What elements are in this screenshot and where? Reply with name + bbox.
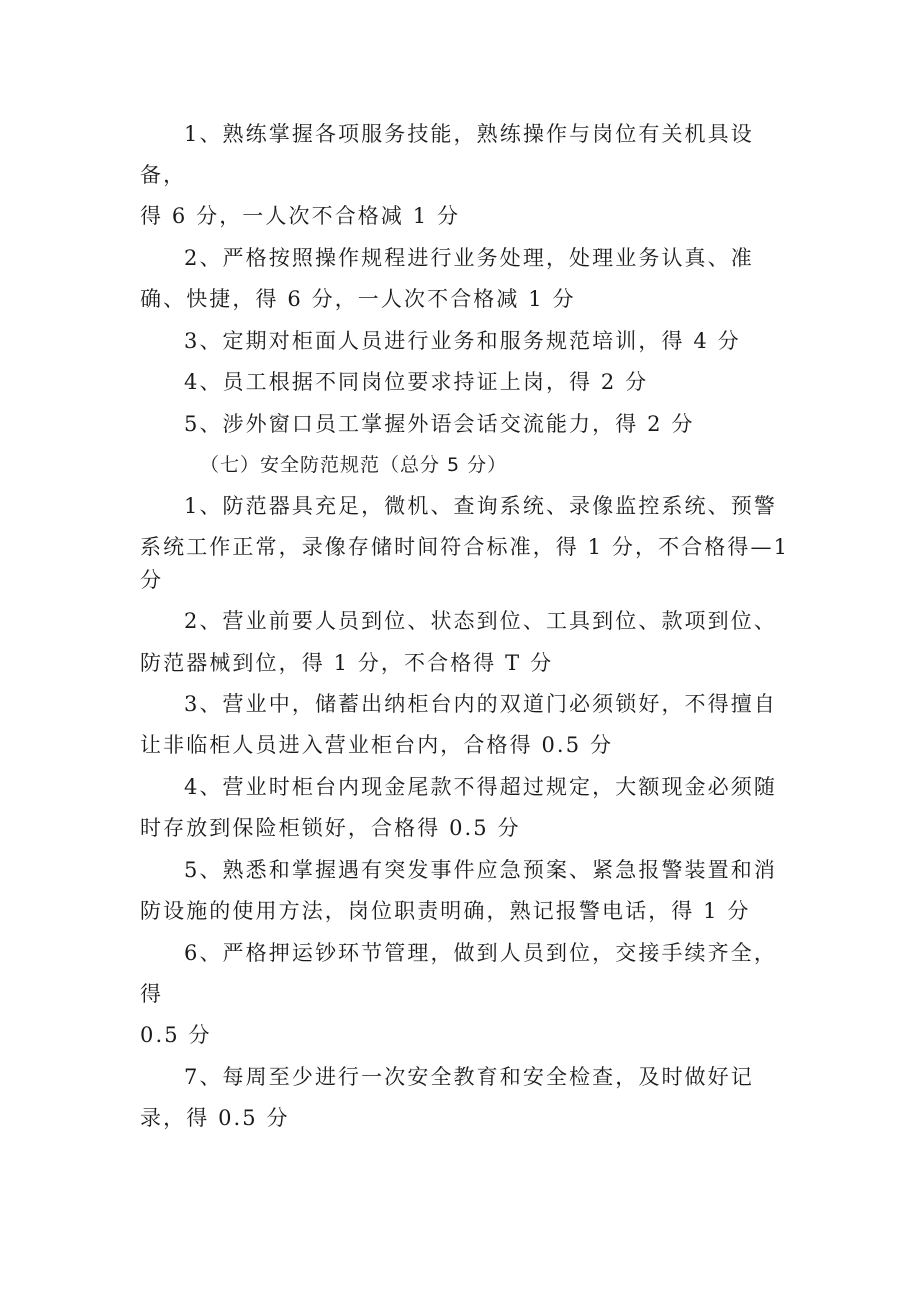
security-item-5-line-2: 防设施的使用方法，岗位职责明确，熟记报警电话，得 1 分 [140, 899, 751, 923]
section-heading: （七）安全防范规范（总分 5 分） [200, 454, 508, 476]
security-item-2-line-2: 防范器械到位，得 1 分，不合格得 T 分 [140, 651, 554, 675]
security-item-3-line-2: 让非临柜人员进入营业柜台内，合格得 0.5 分 [140, 733, 614, 757]
security-item-6-line-3: 0.5 分 [140, 1023, 212, 1047]
security-item-2-line-1: 2、营业前要人员到位、状态到位、工具到位、款项到位、 [184, 609, 777, 633]
security-item-1-line-1: 1、防范器具充足，微机、查询系统、录像监控系统、预警 [184, 494, 777, 518]
item-1-line-2: 备， [140, 163, 187, 187]
item-5-line-1: 5、涉外窗口员工掌握外语会话交流能力，得 2 分 [184, 412, 695, 436]
security-item-5-line-1: 5、熟悉和掌握遇有突发事件应急预案、紧急报警装置和消 [184, 858, 777, 882]
item-2-line-1: 2、严格按照操作规程进行业务处理，处理业务认真、准 [184, 246, 754, 270]
security-item-3-line-1: 3、营业中，储蓄出纳柜台内的双道门必须锁好，不得擅自 [184, 692, 777, 716]
item-2-line-2: 确、快捷，得 6 分，一人次不合格减 1 分 [140, 287, 576, 311]
security-item-7-line-1: 7、每周至少进行一次安全教育和安全检查，及时做好记 [184, 1065, 754, 1089]
security-item-4-line-2: 时存放到保险柜锁好，合格得 0.5 分 [140, 816, 521, 840]
item-4-line-1: 4、员工根据不同岗位要求持证上岗，得 2 分 [184, 370, 649, 394]
security-item-6-line-2: 得 [140, 982, 164, 1006]
security-item-1-line-3: 分 [140, 568, 164, 592]
security-item-6-line-1: 6、严格押运钞环节管理，做到人员到位，交接手续齐全， [184, 941, 777, 965]
security-item-4-line-1: 4、营业时柜台内现金尾款不得超过规定，大额现金必须随 [184, 775, 777, 799]
item-3-line-1: 3、定期对柜面人员进行业务和服务规范培训，得 4 分 [184, 329, 741, 353]
security-item-1-line-2: 系统工作正常，录像存储时间符合标准，得 1 分，不合格得—1 [140, 535, 790, 559]
item-1-line-3: 得 6 分，一人次不合格减 1 分 [140, 204, 461, 228]
security-item-7-line-2: 录，得 0.5 分 [140, 1106, 290, 1130]
item-1-line-1: 1、熟练掌握各项服务技能，熟练操作与岗位有关机具设 [184, 122, 754, 146]
